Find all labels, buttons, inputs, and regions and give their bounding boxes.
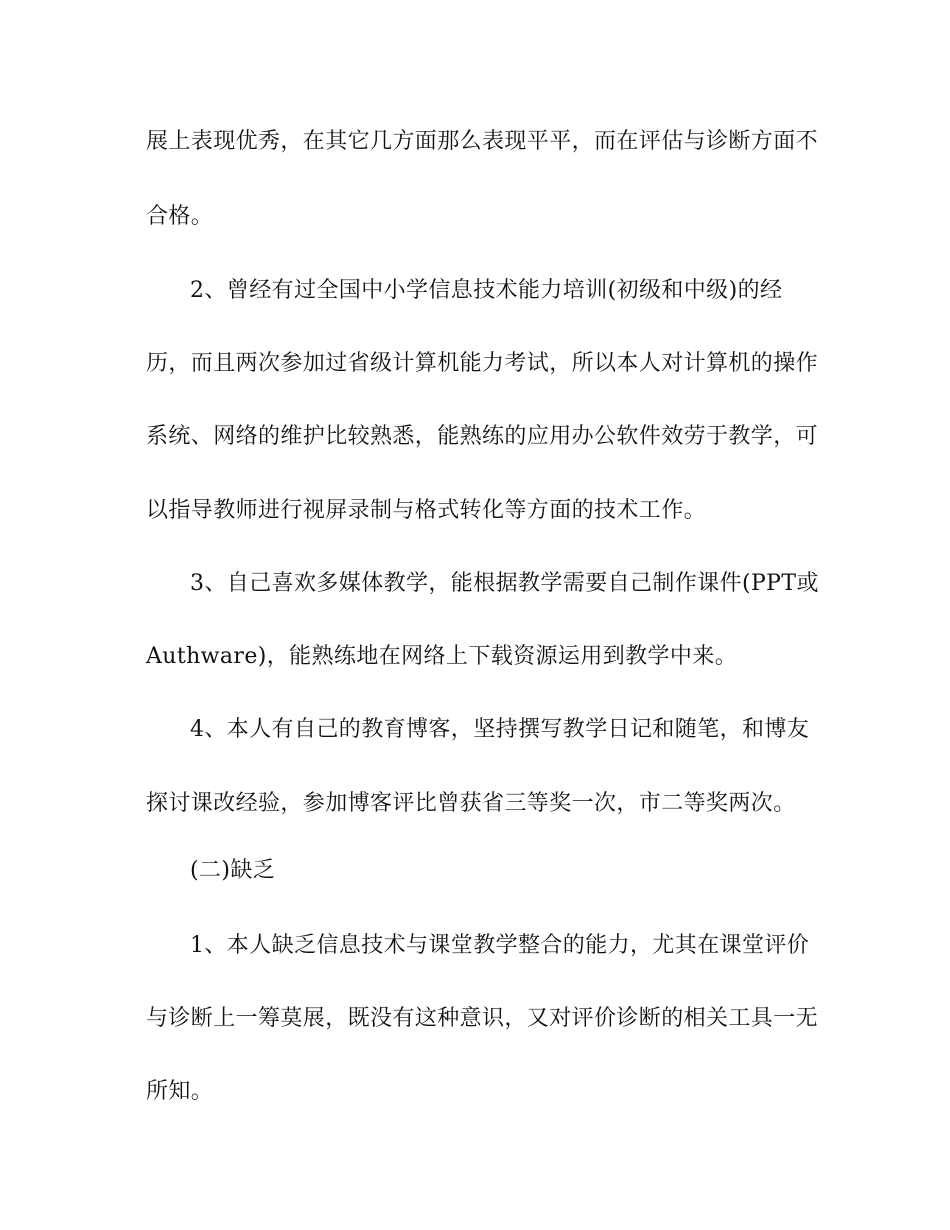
section-heading: (二)缺乏	[190, 858, 276, 883]
text-line: 与诊断上一筹莫展，既没有这种意识，又对评价诊断的相关工具一无	[146, 1006, 819, 1031]
text-line: 展上表现优秀，在其它几方面那么表现平平，而在评估与诊断方面不	[146, 129, 819, 154]
text-line: 所知。	[146, 1079, 214, 1104]
text-line: 合格。	[146, 204, 214, 229]
text-line: 系统、网络的维护比较熟悉，能熟练的应用办公软件效劳于教学，可	[146, 424, 819, 449]
paragraph-item-1: 1、本人缺乏信息技术与课堂教学整合的能力，尤其在课堂评价	[190, 933, 810, 958]
paragraph-item-3: 3、自己喜欢多媒体教学，能根据教学需要自己制作课件(PPT或	[190, 571, 819, 596]
paragraph-item-2: 2、曾经有过全国中小学信息技术能力培训(初级和中级)的经	[190, 278, 783, 303]
text-line: Authware)，能熟练地在网络上下载资源运用到教学中来。	[146, 644, 738, 669]
text-line: 以指导教师进行视屏录制与格式转化等方面的技术工作。	[146, 498, 707, 523]
text-line: 探讨课改经验，参加博客评比曾获省三等奖一次，市二等奖两次。	[146, 791, 796, 816]
paragraph-item-4: 4、本人有自己的教育博客，坚持撰写教学日记和随笔，和博友	[190, 717, 810, 742]
text-line: 历，而且两次参加过省级计算机能力考试，所以本人对计算机的操作	[146, 351, 819, 376]
